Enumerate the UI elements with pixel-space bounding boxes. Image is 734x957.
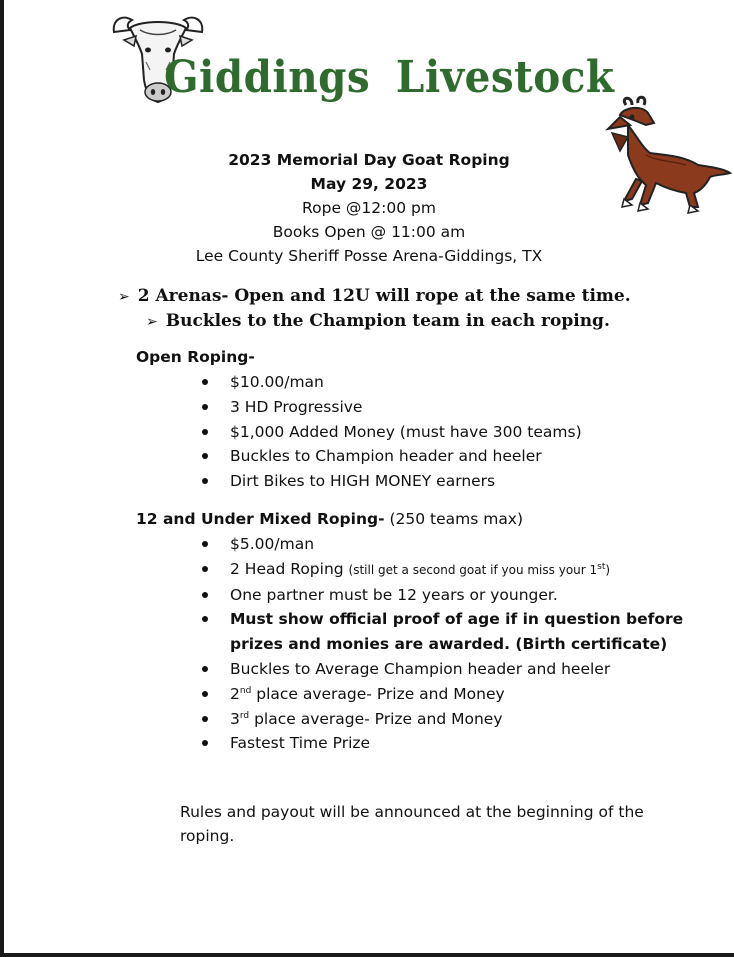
- under12-roping-title: [136, 510, 523, 528]
- highlight-arenas-text: 2 Arenas- Open and 12U will rope at the same time.: [137, 286, 631, 306]
- list-item: Dirt Bikes to HIGH MONEY earners: [200, 469, 582, 494]
- arrow-bullet-icon: ➢: [118, 289, 130, 305]
- list-item: One partner must be 12 years or younger.: [200, 583, 683, 608]
- two-head-note-sup: st: [597, 561, 606, 572]
- third-place-sup: rd: [239, 710, 250, 721]
- second-place-text: place average- Prize and Money: [251, 684, 505, 703]
- flyer-page: [4, 0, 734, 953]
- rules-note: Rules and payout will be announced at the beginning of the roping.: [180, 803, 644, 845]
- title-word-giddings: Giddings: [164, 52, 371, 103]
- proof-line-1: Must show official proof of age if in question before: [230, 610, 684, 629]
- highlight-buckles-text: Buckles to the Champion team in each roping.: [165, 311, 610, 331]
- list-item: $5.00/man: [200, 532, 683, 557]
- under12-team-limit: (250 teams max): [384, 510, 524, 528]
- list-item: $10.00/man: [200, 370, 582, 395]
- list-item: $1,000 Added Money (must have 300 teams): [200, 420, 582, 445]
- two-head-label: 2 Head Roping: [230, 559, 344, 578]
- list-item: [200, 682, 683, 707]
- event-date: May 29, 2023: [310, 175, 428, 193]
- list-item: [200, 607, 683, 657]
- list-item: Buckles to Champion header and heeler: [200, 444, 582, 469]
- event-name: 2023 Memorial Day Goat Roping: [228, 151, 510, 169]
- two-head-note-close: ): [605, 562, 611, 577]
- bottom-border: [0, 953, 734, 957]
- second-place-number: 2: [230, 684, 240, 703]
- second-place-sup: nd: [239, 685, 252, 696]
- under12-roping-list: [200, 532, 683, 756]
- list-item: Buckles to Average Champion header and heeler: [200, 657, 683, 682]
- event-header: [4, 148, 734, 268]
- event-location: Lee County Sheriff Posse Arena-Giddings, TX: [195, 247, 543, 265]
- page-title: [164, 52, 614, 103]
- books-open-time: Books Open @ 11:00 am: [272, 223, 466, 241]
- proof-line-2: prizes and monies are awarded. (Birth certificate): [230, 635, 668, 654]
- highlight-arenas: [118, 286, 631, 306]
- third-place-number: 3: [230, 709, 240, 728]
- open-roping-title: Open Roping-: [136, 348, 255, 366]
- highlight-buckles: [146, 311, 610, 331]
- two-head-note: [349, 563, 611, 577]
- two-head-note-text: (still get a second goat if you miss your 1: [348, 562, 598, 577]
- open-roping-list: [200, 370, 582, 494]
- under12-title-text: 12 and Under Mixed Roping-: [136, 510, 385, 528]
- title-word-livestock: Livestock: [395, 52, 615, 103]
- list-item: [200, 707, 683, 732]
- arrow-bullet-icon: ➢: [146, 314, 158, 330]
- list-item: [200, 557, 683, 583]
- third-place-text: place average- Prize and Money: [249, 709, 503, 728]
- rope-time: Rope @12:00 pm: [302, 199, 436, 217]
- list-item: 3 HD Progressive: [200, 395, 582, 420]
- list-item: Fastest Time Prize: [200, 731, 683, 756]
